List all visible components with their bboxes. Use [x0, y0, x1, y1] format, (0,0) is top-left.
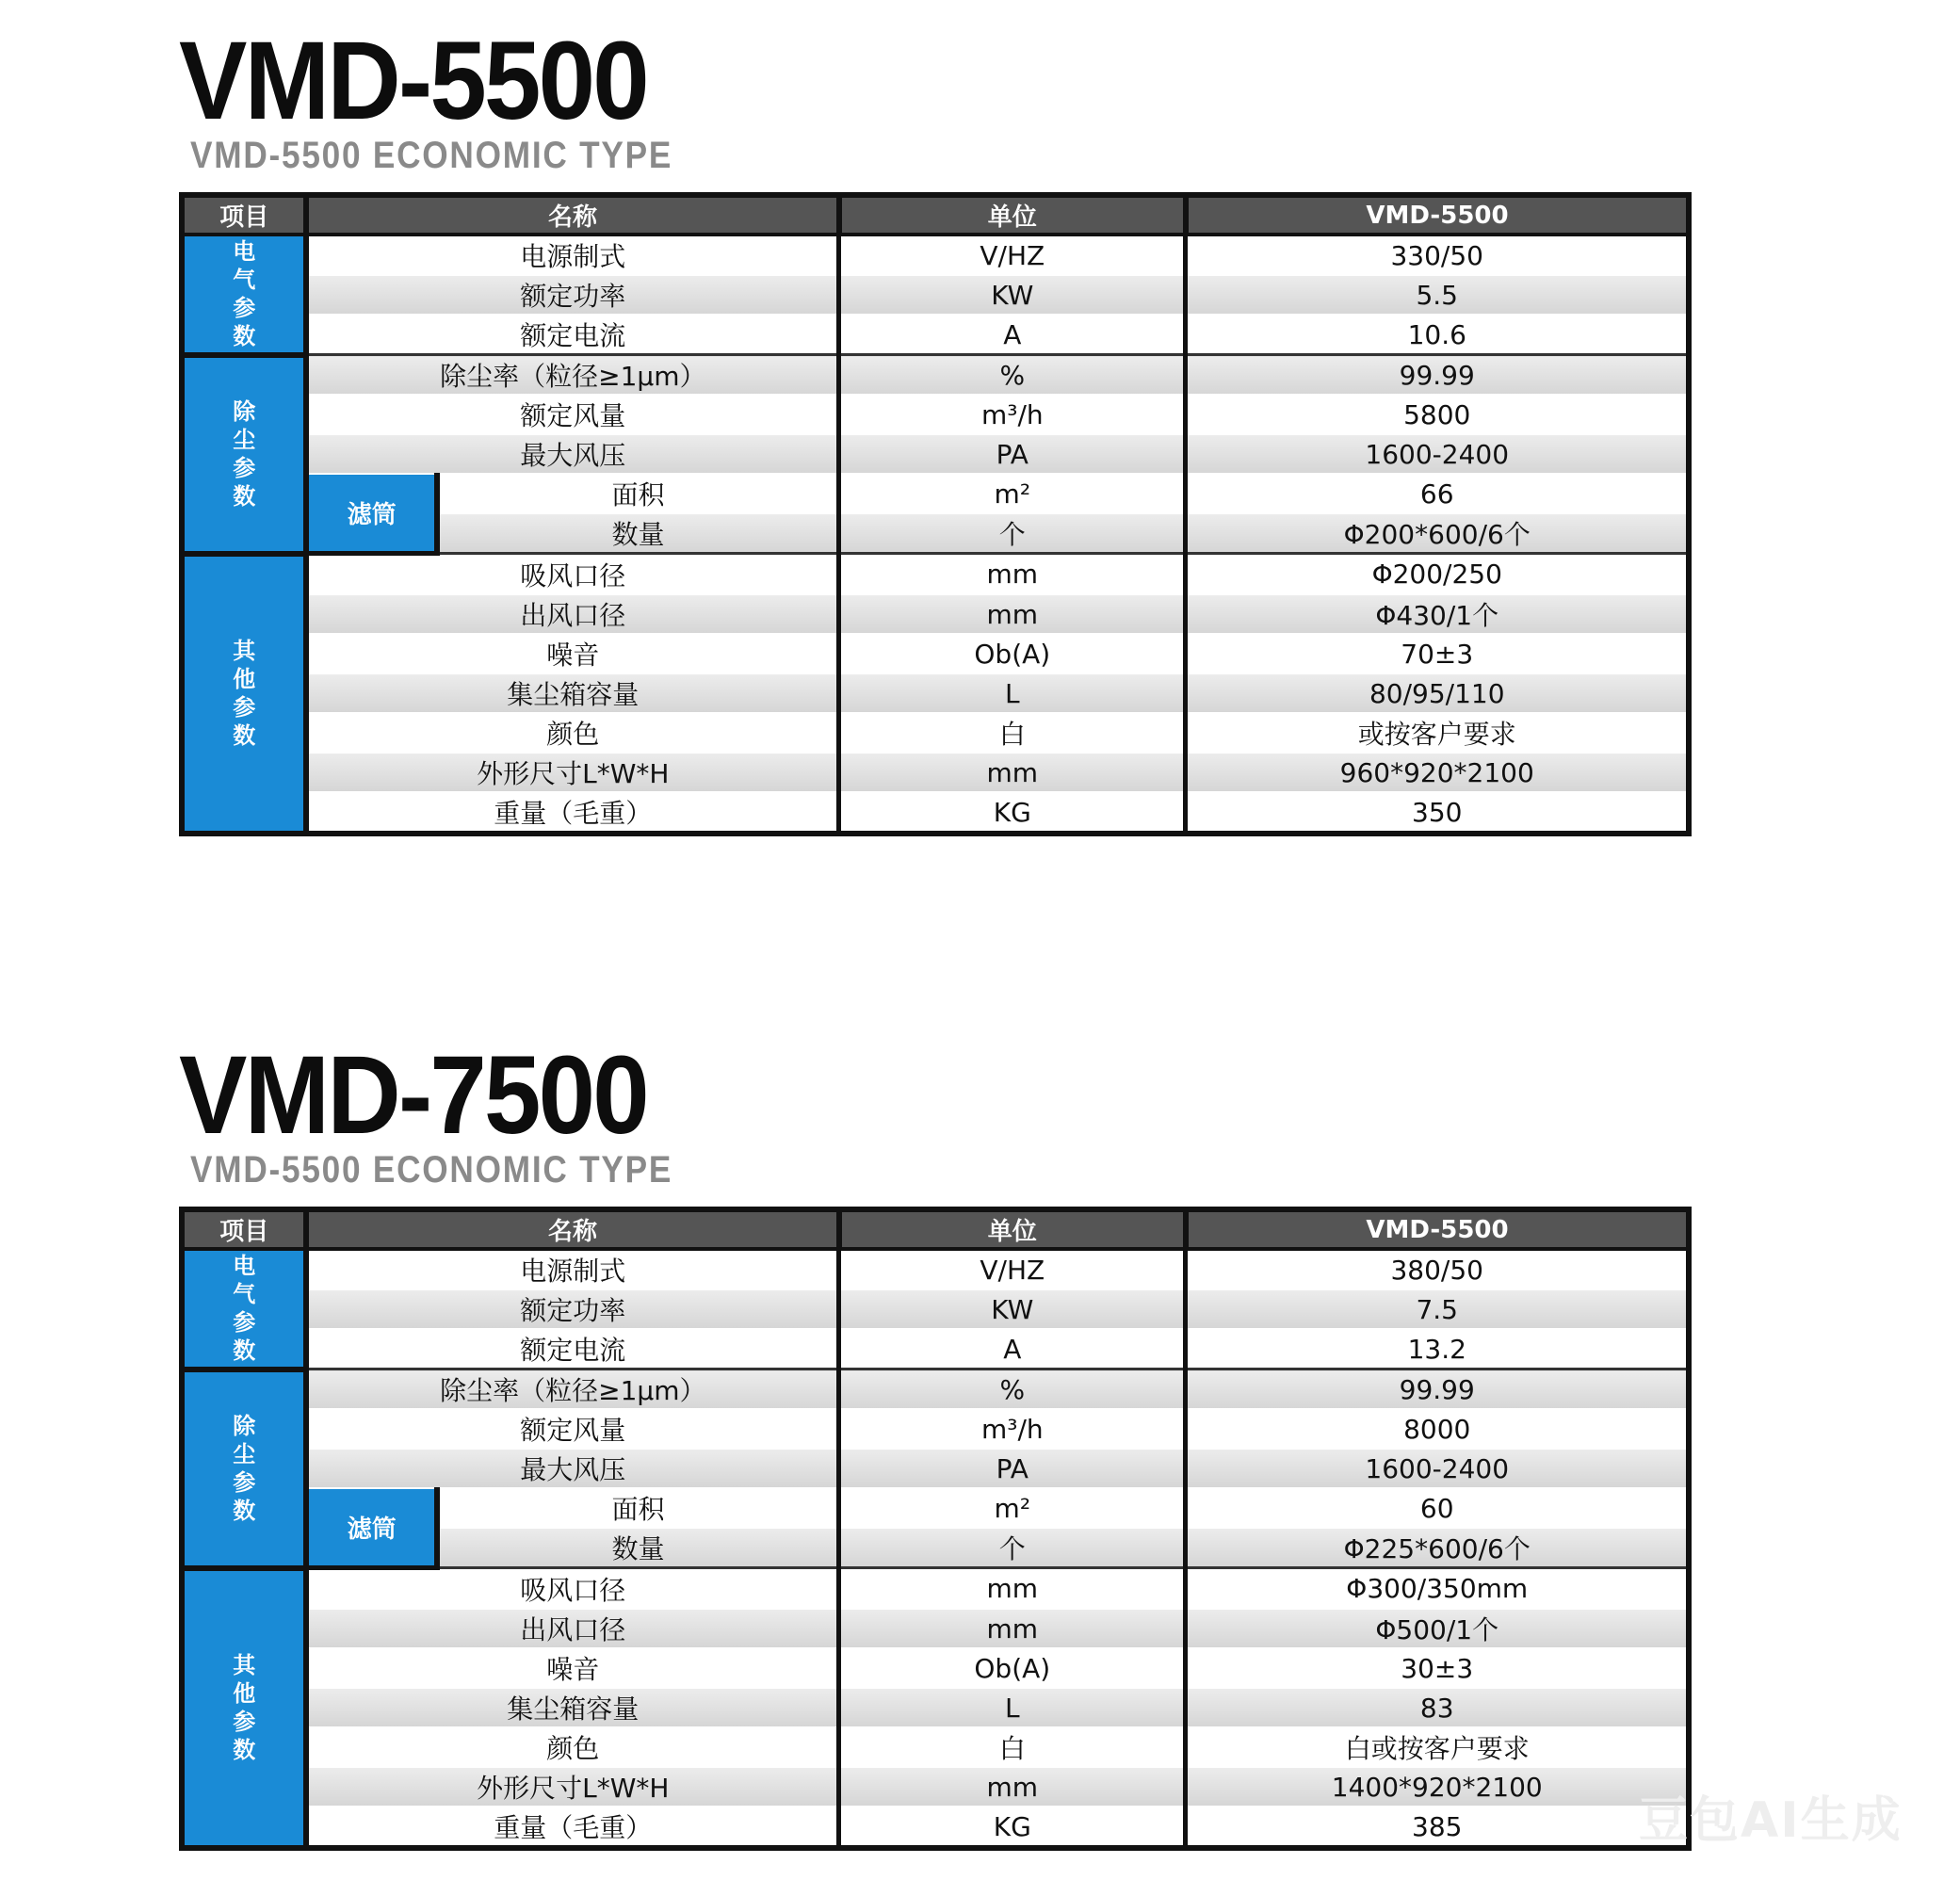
spec-table: [179, 192, 1692, 836]
table-row: [182, 1449, 1689, 1488]
row-name: 电源制式: [306, 235, 838, 275]
row-name: 重量（毛重）: [306, 792, 838, 834]
table-row: [182, 1409, 1689, 1449]
row-name: 除尘率（粒径≥1μm）: [306, 355, 838, 396]
row-unit: KG: [839, 792, 1186, 834]
row-unit: A: [839, 315, 1186, 355]
header-model: VMD-5500: [1186, 195, 1689, 235]
row-value: 1600-2400: [1186, 1449, 1689, 1488]
row-unit: %: [839, 355, 1186, 396]
table-row: [182, 1329, 1689, 1369]
row-value: 30±3: [1186, 1648, 1689, 1688]
row-unit: KW: [839, 275, 1186, 315]
row-name: 吸风口径: [306, 554, 838, 595]
row-unit: PA: [839, 1449, 1186, 1488]
header-unit: 单位: [839, 195, 1186, 235]
row-value: Φ300/350mm: [1186, 1568, 1689, 1610]
row-value: 66: [1186, 474, 1689, 513]
row-name: 集尘箱容量: [306, 673, 838, 713]
model-subtitle: VMD-5500 ECONOMIC TYPE: [190, 135, 673, 176]
row-value: 99.99: [1186, 355, 1689, 396]
row-name: 额定风量: [306, 395, 838, 434]
row-value: Φ225*600/6个: [1186, 1528, 1689, 1568]
category-dust: 除尘参数: [182, 1369, 306, 1568]
row-value: 13.2: [1186, 1329, 1689, 1369]
table-row: [182, 634, 1689, 673]
row-unit: m³/h: [839, 1409, 1186, 1449]
table-row: [182, 753, 1689, 792]
header-item: 项目: [182, 1209, 306, 1249]
row-name: 重量（毛重）: [306, 1807, 838, 1848]
model-title: VMD-7500: [179, 1033, 647, 1158]
row-value: 330/50: [1186, 235, 1689, 275]
row-unit: m²: [839, 1488, 1186, 1528]
row-unit: Ob(A): [839, 634, 1186, 673]
row-name: 额定功率: [306, 1289, 838, 1329]
row-unit: mm: [839, 1568, 1186, 1610]
row-unit: 个: [839, 513, 1186, 554]
row-value: 83: [1186, 1688, 1689, 1727]
row-value: 5.5: [1186, 275, 1689, 315]
row-unit: V/HZ: [839, 235, 1186, 275]
row-unit: KW: [839, 1289, 1186, 1329]
row-value: 7.5: [1186, 1289, 1689, 1329]
row-value: 960*920*2100: [1186, 753, 1689, 792]
category-dust: 除尘参数: [182, 355, 306, 554]
row-value: 白或按客户要求: [1186, 1727, 1689, 1767]
row-value: 1600-2400: [1186, 434, 1689, 474]
spec-table: [179, 1207, 1692, 1851]
row-name: 噪音: [306, 634, 838, 673]
sub-category-filter: 滤筒: [306, 1488, 437, 1568]
category-other: 其他参数: [182, 554, 306, 835]
table-row: [182, 1488, 1689, 1528]
row-name: 电源制式: [306, 1249, 838, 1289]
model-subtitle: VMD-5500 ECONOMIC TYPE: [190, 1149, 673, 1191]
table-row: [182, 1688, 1689, 1727]
row-name: 面积: [437, 1488, 839, 1528]
category-electrical: 电气参数: [182, 235, 306, 355]
row-value: Φ200/250: [1186, 554, 1689, 595]
table-row: [182, 1648, 1689, 1688]
row-unit: m²: [839, 474, 1186, 513]
row-unit: m³/h: [839, 395, 1186, 434]
ai-watermark: 豆包AI生成: [1639, 1792, 1903, 1849]
row-value: Φ500/1个: [1186, 1609, 1689, 1648]
table-row: [182, 1369, 1689, 1410]
table-row: [182, 355, 1689, 396]
row-name: 外形尺寸L*W*H: [306, 1767, 838, 1807]
header-item: 项目: [182, 195, 306, 235]
row-unit: L: [839, 673, 1186, 713]
row-value: 380/50: [1186, 1249, 1689, 1289]
model-title: VMD-5500: [179, 19, 647, 143]
table-row: [182, 315, 1689, 355]
row-value: Φ200*600/6个: [1186, 513, 1689, 554]
row-name: 额定风量: [306, 1409, 838, 1449]
row-value: 99.99: [1186, 1369, 1689, 1410]
table-row: [182, 1249, 1689, 1289]
table-header-row: [182, 195, 1689, 235]
table-row: [182, 1767, 1689, 1807]
spec-sheet-1: [179, 19, 1692, 836]
header-name: 名称: [306, 195, 838, 235]
row-unit: mm: [839, 1609, 1186, 1648]
row-value: 10.6: [1186, 315, 1689, 355]
row-value: 或按客户要求: [1186, 713, 1689, 753]
header-name: 名称: [306, 1209, 838, 1249]
table-row: [182, 434, 1689, 474]
row-unit: V/HZ: [839, 1249, 1186, 1289]
row-name: 噪音: [306, 1648, 838, 1688]
row-unit: %: [839, 1369, 1186, 1410]
table-row: [182, 792, 1689, 834]
row-name: 额定电流: [306, 315, 838, 355]
row-unit: PA: [839, 434, 1186, 474]
sub-category-filter: 滤筒: [306, 474, 437, 554]
table-row: [182, 673, 1689, 713]
table-row: [182, 1289, 1689, 1329]
header-unit: 单位: [839, 1209, 1186, 1249]
row-unit: A: [839, 1329, 1186, 1369]
row-name: 外形尺寸L*W*H: [306, 753, 838, 792]
table-row: [182, 1568, 1689, 1610]
row-name: 集尘箱容量: [306, 1688, 838, 1727]
row-unit: L: [839, 1688, 1186, 1727]
table-header-row: [182, 1209, 1689, 1249]
spec-sheet-2: [179, 1033, 1692, 1851]
row-value: 80/95/110: [1186, 673, 1689, 713]
category-electrical: 电气参数: [182, 1249, 306, 1369]
table-row: [182, 1609, 1689, 1648]
row-unit: 个: [839, 1528, 1186, 1568]
row-name: 最大风压: [306, 434, 838, 474]
table-row: [182, 235, 1689, 275]
row-value: 5800: [1186, 395, 1689, 434]
row-value: 385: [1186, 1807, 1689, 1848]
table-row: [182, 1727, 1689, 1767]
row-unit: mm: [839, 554, 1186, 595]
row-name: 颜色: [306, 713, 838, 753]
table-row: [182, 395, 1689, 434]
table-row: [182, 594, 1689, 634]
row-name: 最大风压: [306, 1449, 838, 1488]
row-value: 8000: [1186, 1409, 1689, 1449]
row-unit: mm: [839, 1767, 1186, 1807]
row-name: 面积: [437, 474, 839, 513]
row-value: 350: [1186, 792, 1689, 834]
row-name: 颜色: [306, 1727, 838, 1767]
row-unit: 白: [839, 1727, 1186, 1767]
category-other: 其他参数: [182, 1568, 306, 1849]
row-unit: KG: [839, 1807, 1186, 1848]
table-row: [182, 554, 1689, 595]
row-name: 额定电流: [306, 1329, 838, 1369]
row-name: 出风口径: [306, 1609, 838, 1648]
row-name: 额定功率: [306, 275, 838, 315]
row-name: 数量: [437, 513, 839, 554]
row-unit: mm: [839, 753, 1186, 792]
row-value: 1400*920*2100: [1186, 1767, 1689, 1807]
table-row: [182, 713, 1689, 753]
row-value: 70±3: [1186, 634, 1689, 673]
row-name: 数量: [437, 1528, 839, 1568]
row-name: 除尘率（粒径≥1μm）: [306, 1369, 838, 1410]
row-unit: 白: [839, 713, 1186, 753]
row-value: 60: [1186, 1488, 1689, 1528]
row-name: 出风口径: [306, 594, 838, 634]
row-value: Φ430/1个: [1186, 594, 1689, 634]
table-row: [182, 474, 1689, 513]
row-unit: mm: [839, 594, 1186, 634]
row-name: 吸风口径: [306, 1568, 838, 1610]
header-model: VMD-5500: [1186, 1209, 1689, 1249]
table-row: [182, 275, 1689, 315]
row-unit: Ob(A): [839, 1648, 1186, 1688]
table-row: [182, 1807, 1689, 1848]
